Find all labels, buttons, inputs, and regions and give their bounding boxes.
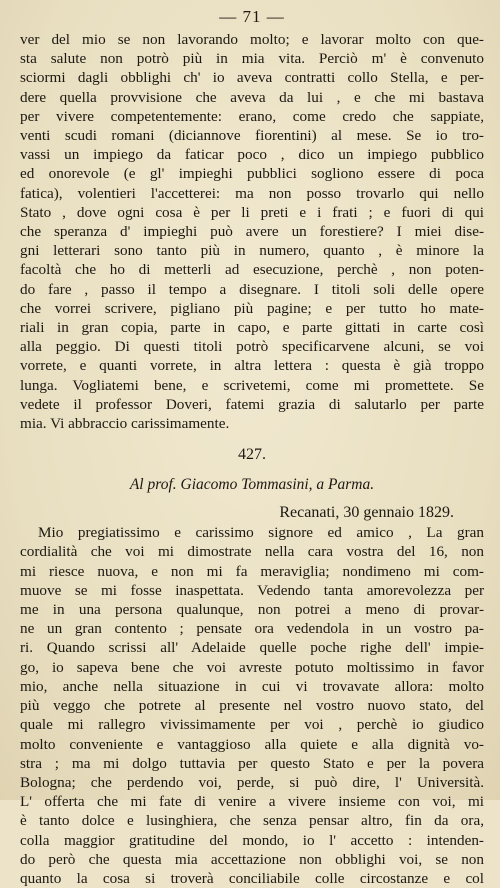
text-line: ri. Quando scrissi all' Adelaide quelle poche righe dell' impie- <box>20 639 484 657</box>
text-line: che vorrei scrivere, pigliano più pagine; e per tutto ho mate- <box>20 299 484 317</box>
text-line: quanto la cosa si troverà conciliabile colle circostanze e col <box>20 869 484 887</box>
text-line: più veggo che potrete al presente nel vostro nuovo stato, del <box>20 697 484 715</box>
text-line: me in una persona qualunque, non potrei a meno di provar- <box>20 601 484 619</box>
text-line: dere quella provvisione che aveva da lui , e che mi bastava <box>20 88 484 106</box>
text-line: vedete il professor Doveri, fatemi grazia di salutarlo per parte <box>20 395 484 413</box>
text-line: colla maggior gratitudine del mondo, io l' accetto : intenden- <box>20 831 484 849</box>
letter-body <box>20 523 484 888</box>
text-line: che speranza d' impieghi può avere un forestiere? I miei dise- <box>20 223 484 241</box>
text-line: lunga. Vogliatemi bene, e scrivetemi, come mi promettete. Se <box>20 376 484 394</box>
text-line: do però che questa mia accettazione non obblighi voi, se non <box>20 850 484 868</box>
text-line: mio, anche nella situazione in cui vi trovavate allora: molto <box>20 677 484 695</box>
closing-paragraph <box>20 30 484 433</box>
text-line: vassi un impiego da faticar poco , dico un impiego pubblico <box>20 146 484 164</box>
text-line: sciormi dagli obblighi ch' io aveva contratti collo Stella, e per- <box>20 69 484 87</box>
text-line: Bologna; che perdendo voi, perde, si può dire, l' Università. <box>20 773 484 791</box>
text-line: vorrete, e quanti vorrete, in altra lettera : questa è già troppo <box>20 357 484 375</box>
letter-number: 427. <box>238 446 266 464</box>
text-line: gni letterari sono tanto più in numero, quanto , è minore la <box>20 242 484 260</box>
text-line: quale mi rallegro vivissimamente per voi , perchè io giudico <box>20 716 484 734</box>
text-line: mi riesce nuova, e non mi fa meraviglia; nondimeno mi com- <box>20 562 484 580</box>
text-line: riali in gran copia, parte in capo, e parte gittati in carte così <box>20 319 484 337</box>
text-line: sta salute non potrò più in mia vita. Perciò m' è convenuto <box>20 50 484 68</box>
text-line: cordialità che voi mi dimostrate nella cara vostra del 16, non <box>20 543 484 561</box>
text-line: do fare , passo il tempo a disegnare. I titoli soli delle opere <box>20 280 484 298</box>
text-line: Stato , dove ogni cosa è per li preti e i frati ; e fuori di qui <box>20 203 484 221</box>
text-line: fatica), volentieri l'accetterei: ma non posso trovarlo qui nello <box>20 184 484 202</box>
text-line: molto conveniente e vantaggioso alla quiete e alla dignità vo- <box>20 735 484 753</box>
text-line: per vivere competentemente: erano, come credo che sappiate, <box>20 107 484 125</box>
letter-dateline: Recanati, 30 gennaio 1829. <box>279 504 454 522</box>
page-number: — 71 — <box>219 7 285 26</box>
text-line: ne un gran contento ; pensate ora vedendola in un vostro pa- <box>20 620 484 638</box>
text-line: stra ; ma mi dolgo tuttavia per questo Stato e per la povera <box>20 754 484 772</box>
text-line: alla peggio. Di questi titoli potrò specificarvene alcuni, se voi <box>20 338 484 356</box>
text-line: Mio pregiatissimo e carissimo signore ed amico , La gran <box>38 524 484 542</box>
text-line: ed onorevole (e gl' impieghi pubblici sogliono essere di poca <box>20 165 484 183</box>
text-line: muove se mi fosse inaspettata. Vedendo tanta amorevolezza per <box>20 581 484 599</box>
text-line: venti scudi romani (diciannove fiorentini) al mese. Se io tro- <box>20 127 484 145</box>
text-line: mia. Vi abbraccio carissimamente. <box>20 415 230 433</box>
letter-addressee: Al prof. Giacomo Tommasini, a Parma. <box>129 476 375 494</box>
text-line: è tanto dolce e lusinghiera, che senza pensar altro, fin da ora, <box>20 812 484 830</box>
text-line: ver del mio se non lavorando molto; e lavorar molto con que- <box>20 31 484 48</box>
text-line: go, io sapeva bene che voi avreste potuto moltissimo in favor <box>20 658 484 676</box>
text-line: facoltà che ho di metterli ad esecuzione, perchè , non poten- <box>20 261 484 279</box>
text-line: L' offerta che mi fate di venire a vivere insieme con voi, mi <box>20 793 484 811</box>
